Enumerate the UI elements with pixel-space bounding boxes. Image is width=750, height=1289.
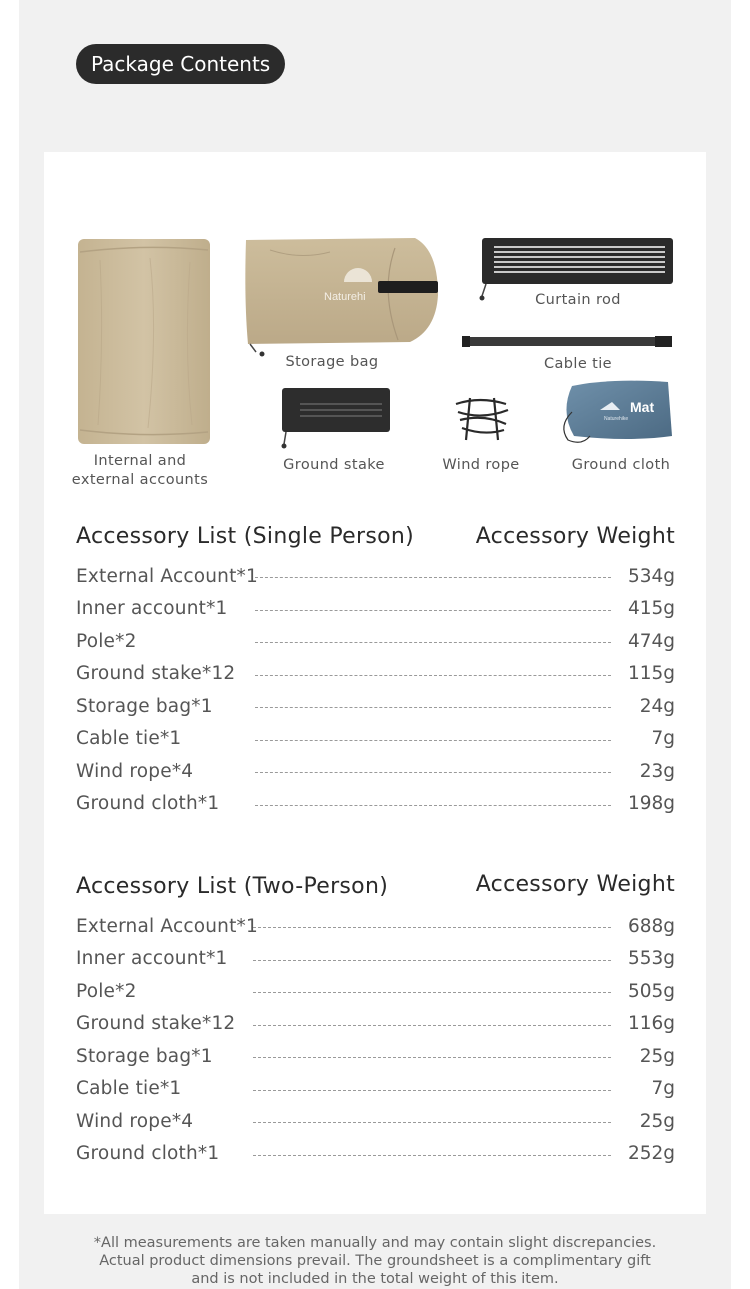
dotted-leader (253, 1057, 611, 1058)
footnote-line: Actual product dimensions prevail. The groundsheet is a complimentary gift (99, 1253, 651, 1269)
table-row (76, 1107, 675, 1135)
accessory-weight: 534g (627, 565, 675, 587)
table-row (76, 1010, 675, 1038)
dotted-leader (255, 610, 611, 611)
accessory-name: Cable tie*1 (76, 1078, 182, 1099)
table-row (76, 945, 675, 973)
accessory-name: Wind rope*4 (76, 1110, 194, 1132)
cable-tie-image (462, 336, 672, 347)
dotted-leader (253, 1155, 611, 1156)
accessory-name: Wind rope*4 (76, 760, 194, 782)
accessory-weight: 23g (639, 760, 675, 782)
accessory-name: Ground cloth*1 (76, 793, 220, 814)
accessory-weight: 474g (627, 630, 675, 652)
table-row (76, 627, 675, 655)
product-illustrations (0, 0, 750, 500)
svg-text:Naturehike: Naturehike (604, 416, 629, 422)
caption-ground-cloth: Ground cloth (571, 457, 671, 473)
caption-wind-rope: Wind rope (442, 457, 520, 473)
svg-text:Mat: Mat (630, 399, 655, 415)
accessory-name: Cable tie*1 (76, 728, 182, 749)
accessory-name: Inner account*1 (76, 948, 228, 969)
dotted-leader (253, 1090, 611, 1091)
caption-storage-bag: Storage bag (285, 354, 379, 370)
table-row (76, 595, 675, 623)
caption-ground-stake: Ground stake (283, 457, 385, 473)
accessory-weight: 252g (627, 1143, 675, 1164)
dotted-leader (253, 1025, 611, 1026)
dotted-leader (255, 805, 611, 806)
single-weight-header: Accessory Weight (475, 524, 675, 549)
accessory-name: Inner account*1 (76, 598, 228, 619)
caption-inner-tent-text: Internal and external accounts (71, 453, 209, 488)
footnote-line: *All measurements are taken manually and may contain slight discrepancies. (93, 1235, 657, 1251)
double-weight-header: Accessory Weight (475, 872, 675, 897)
dotted-leader (255, 740, 611, 741)
dotted-leader (255, 772, 611, 773)
dotted-leader (255, 577, 611, 578)
table-row (76, 1042, 675, 1070)
accessory-weight: 116g (627, 1013, 675, 1034)
table-row (76, 977, 675, 1005)
accessory-weight: 553g (627, 948, 675, 969)
table-row (76, 562, 675, 590)
dotted-leader (255, 642, 611, 643)
accessory-weight: 688g (627, 915, 675, 937)
single-list-title: Accessory List (Single Person) (76, 524, 415, 549)
svg-text:Naturehi: Naturehi (324, 291, 366, 303)
accessory-name: External Account*1 (76, 565, 258, 587)
caption-curtain-rod: Curtain rod (535, 292, 621, 308)
wind-rope-image (456, 398, 508, 440)
accessory-weight: 505g (627, 980, 675, 1002)
table-row (76, 725, 675, 753)
accessory-name: Ground cloth*1 (76, 1143, 220, 1164)
accessory-weight: 25g (639, 1045, 675, 1067)
accessory-name: Pole*2 (76, 980, 137, 1002)
dotted-leader (253, 992, 611, 993)
accessory-weight: 415g (627, 598, 675, 619)
dotted-leader (253, 960, 611, 961)
double-list-title: Accessory List (Two-Person) (76, 874, 389, 899)
accessory-weight: 7g (651, 728, 675, 749)
accessory-name: Ground stake*12 (76, 1013, 236, 1034)
table-row (76, 692, 675, 720)
accessory-name: Storage bag*1 (76, 1045, 213, 1067)
accessory-name: Ground stake*12 (76, 663, 236, 684)
accessory-name: External Account*1 (76, 915, 258, 937)
accessory-weight: 198g (627, 793, 675, 814)
dotted-leader (253, 1122, 611, 1123)
table-row (76, 912, 675, 940)
ground-stake-image (282, 388, 391, 449)
table-row (76, 1075, 675, 1103)
table-row (76, 790, 675, 818)
accessory-name: Storage bag*1 (76, 695, 213, 717)
accessory-weight: 115g (627, 663, 675, 684)
caption-cable-tie: Cable tie (543, 356, 612, 372)
folded-tent-image (78, 239, 210, 444)
accessory-weight: 7g (651, 1078, 675, 1099)
table-row (76, 660, 675, 688)
caption-inner-tent (70, 452, 210, 490)
accessory-weight: 25g (639, 1110, 675, 1132)
table-row (76, 1140, 675, 1168)
dotted-leader (253, 927, 611, 928)
package-contents-badge: Package Contents (76, 44, 285, 84)
accessory-weight: 24g (639, 695, 675, 717)
footnote-line: and is not included in the total weight of this item. (191, 1271, 559, 1287)
ground-cloth-image (564, 381, 672, 443)
accessory-name: Pole*2 (76, 630, 137, 652)
table-row (76, 757, 675, 785)
dotted-leader (255, 707, 611, 708)
storage-bag-image (245, 238, 438, 357)
dotted-leader (255, 675, 611, 676)
footnote (19, 1234, 731, 1288)
